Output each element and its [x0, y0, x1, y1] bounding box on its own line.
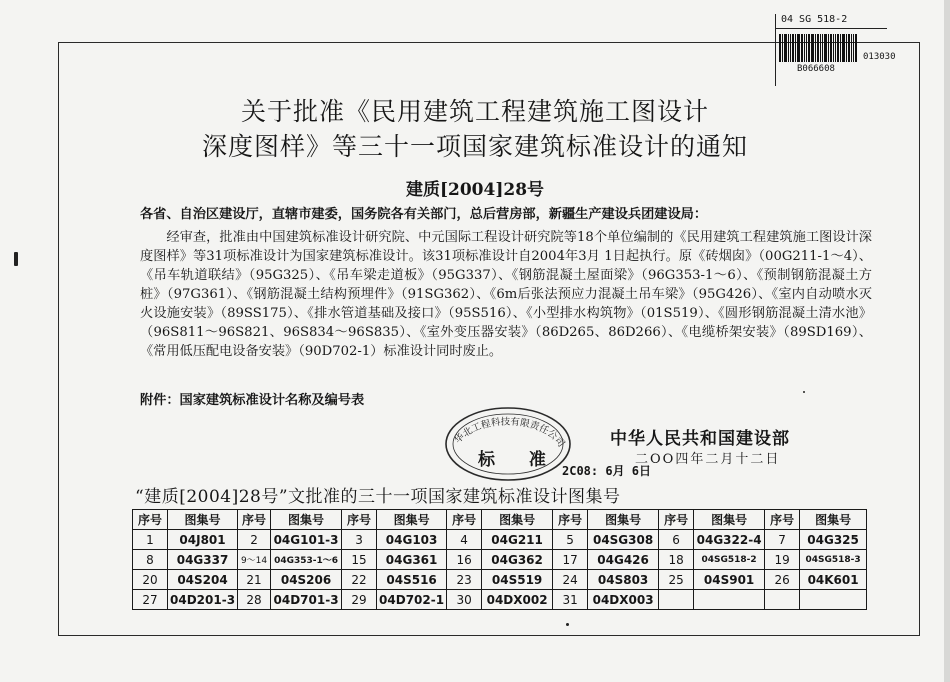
atlas-code-cell: 04D701-3 — [271, 590, 342, 610]
empty-cell — [800, 590, 867, 610]
atlas-code-cell: 04G337 — [168, 550, 238, 570]
seal-center-text: 标 准 — [478, 450, 560, 470]
notice-title-line-1: 关于批准《民用建筑工程建筑施工图设计 — [240, 97, 709, 126]
header-serial: 序号 — [553, 510, 588, 530]
barcode-bar — [853, 34, 854, 62]
barcode-bar — [795, 34, 796, 62]
barcode-bar — [790, 34, 791, 62]
atlas-code-cell: 04G101-3 — [271, 530, 342, 550]
atlas-code-cell: 04G353-1～6 — [271, 550, 342, 570]
barcode-bar — [788, 34, 789, 62]
atlas-code-cell: 04G211 — [482, 530, 553, 550]
barcode-bar — [784, 34, 787, 62]
barcode-bar — [820, 34, 821, 62]
barcode-bar — [855, 34, 857, 62]
barcode-bar — [824, 34, 827, 62]
barcode-bar — [848, 34, 850, 62]
serial-cell: 31 — [553, 590, 588, 610]
serial-cell: 4 — [447, 530, 482, 550]
header-atlas: 图集号 — [588, 510, 659, 530]
barcode-bar — [840, 34, 841, 62]
serial-cell: 9～14 — [238, 550, 271, 570]
document-number: 建质[2004]28号 — [405, 180, 545, 200]
serial-cell: 3 — [342, 530, 377, 550]
stamp-id: B066608 — [797, 64, 835, 74]
serial-cell: 19 — [765, 550, 800, 570]
barcode-bar — [822, 34, 823, 62]
atlas-code-cell: 04G361 — [377, 550, 447, 570]
header-serial: 序号 — [238, 510, 271, 530]
seal-arc-text: 华北工程科技有限责任公司 — [452, 416, 567, 450]
catalog-stamp — [775, 12, 910, 74]
barcode-bar — [779, 34, 781, 62]
body-paragraph: 经审查，批准由中国建筑标准设计研究院、中元国际工程设计研究院等18个单位编制的《民用建筑工程建筑施工图设计深度图样》等31项标准设计为国家建筑标准设计。该31项标准设计自2004年3月 1日起执行。原《砖烟囱》（00G211-1～4）、《吊车轨道联结》（95G325）、《吊车梁走道板》（95G337）、《钢筋混凝土屋面梁》（96G353-1～6）、《预制钢筋混凝土方桩》（97G361）、《钢筋混凝土结构预埋件》（91SG362）、《6m后张法预应力混凝土吊车梁》（95G426）、《室内自动喷水灭火设施安装》（89SS175）、《排水管道基础及接口》（95S516）、《小型排水构筑物》（01S519）、《圆形钢筋混凝土清水池》（96S811～96S821、96S834～96S835）、《室外变压器安装》（86D265、86D266）、《电缆桥架安装》（89SD169）、《常用低压配电设备安装》（90D702-1）标准设计同时废止。 — [140, 230, 872, 359]
empty-cell — [694, 590, 765, 610]
table-row — [133, 590, 867, 610]
barcode-bar — [782, 34, 783, 62]
official-seal-icon — [442, 404, 576, 484]
serial-cell: 6 — [659, 530, 694, 550]
barcode-bar — [804, 34, 805, 62]
stamp-divider — [775, 28, 887, 29]
barcode-bar — [851, 34, 852, 62]
stamp-code: 04 SG 518-2 — [781, 14, 848, 25]
attachment-line: 附件：国家建筑标准设计名称及编号表 — [140, 393, 365, 408]
atlas-code-cell: 04G325 — [800, 530, 867, 550]
barcode-bar — [797, 34, 800, 62]
atlas-code-cell: 04J801 — [168, 530, 238, 550]
atlas-code-cell: 04G322-4 — [694, 530, 765, 550]
atlas-code-cell: 04G362 — [482, 550, 553, 570]
table-header-row — [133, 510, 867, 530]
barcode-bar — [808, 34, 810, 62]
stamp-left-rule — [775, 14, 776, 86]
atlas-number-table — [132, 509, 867, 610]
serial-cell: 7 — [765, 530, 800, 550]
list-title: “建质[2004]28号”文批准的三十一项国家建筑标准设计图集号 — [135, 487, 621, 507]
barcode-bar — [846, 34, 847, 62]
header-serial: 序号 — [447, 510, 482, 530]
scan-mark — [14, 252, 18, 266]
serial-cell: 24 — [553, 570, 588, 590]
header-serial: 序号 — [659, 510, 694, 530]
header-serial: 序号 — [342, 510, 377, 530]
serial-cell: 20 — [133, 570, 168, 590]
atlas-code-cell: 04SG518-2 — [694, 550, 765, 570]
barcode-bar — [815, 34, 816, 62]
atlas-code-cell: 04S519 — [482, 570, 553, 590]
greeting: 各省、自治区建设厅，直辖市建委，国务院各有关部门，总后营房部，新疆生产建设兵团建设局： — [140, 207, 708, 222]
atlas-code-cell: 04S516 — [377, 570, 447, 590]
atlas-code-cell: 04G426 — [588, 550, 659, 570]
atlas-code-cell: 04SG308 — [588, 530, 659, 550]
serial-cell: 15 — [342, 550, 377, 570]
received-date-stamp: 2C08: 6月 6日 — [562, 464, 652, 478]
serial-cell: 29 — [342, 590, 377, 610]
serial-cell: 2 — [238, 530, 271, 550]
serial-cell: 16 — [447, 550, 482, 570]
barcode-bar — [837, 34, 839, 62]
table-row — [133, 550, 867, 570]
serial-cell: 17 — [553, 550, 588, 570]
issuing-authority: 中华人民共和国建设部 — [610, 429, 790, 449]
atlas-code-cell: 04S803 — [588, 570, 659, 590]
header-atlas: 图集号 — [168, 510, 238, 530]
atlas-code-cell: 04S206 — [271, 570, 342, 590]
serial-cell: 30 — [447, 590, 482, 610]
serial-cell: 18 — [659, 550, 694, 570]
atlas-code-cell: 04SG518-3 — [800, 550, 867, 570]
issue-date: 二OO四年二月十二日 — [635, 452, 781, 467]
header-serial: 序号 — [133, 510, 168, 530]
atlas-code-cell: 04S204 — [168, 570, 238, 590]
serial-cell: 25 — [659, 570, 694, 590]
empty-cell — [659, 590, 694, 610]
scan-speck — [566, 623, 569, 626]
barcode-bar — [835, 34, 836, 62]
header-atlas: 图集号 — [694, 510, 765, 530]
table-row — [133, 570, 867, 590]
barcode-bar — [828, 34, 829, 62]
barcode-icon — [779, 34, 861, 62]
header-atlas: 图集号 — [482, 510, 553, 530]
header-serial: 序号 — [765, 510, 800, 530]
barcode-bar — [830, 34, 832, 62]
barcode-bar — [792, 34, 794, 62]
serial-cell: 1 — [133, 530, 168, 550]
barcode-bar — [842, 34, 845, 62]
serial-cell: 8 — [133, 550, 168, 570]
header-atlas: 图集号 — [377, 510, 447, 530]
notice-title-line-2: 深度图样》等三十一项国家建筑标准设计的通知 — [201, 132, 748, 161]
barcode-bar — [806, 34, 807, 62]
atlas-code-cell: 04D702-1 — [377, 590, 447, 610]
table-row — [133, 530, 867, 550]
atlas-code-cell: 04S901 — [694, 570, 765, 590]
serial-cell: 22 — [342, 570, 377, 590]
header-atlas: 图集号 — [800, 510, 867, 530]
empty-cell — [765, 590, 800, 610]
barcode-bar — [811, 34, 814, 62]
serial-cell: 28 — [238, 590, 271, 610]
serial-cell: 23 — [447, 570, 482, 590]
page-edge — [944, 0, 950, 682]
atlas-code-cell: 04DX002 — [482, 590, 553, 610]
atlas-code-cell: 04G103 — [377, 530, 447, 550]
serial-cell: 5 — [553, 530, 588, 550]
atlas-code-cell: 04DX003 — [588, 590, 659, 610]
scan-speck — [803, 391, 805, 393]
barcode-bar — [833, 34, 834, 62]
stamp-number: 013030 — [863, 52, 896, 62]
header-atlas: 图集号 — [271, 510, 342, 530]
atlas-code-cell: 04D201-3 — [168, 590, 238, 610]
barcode-bar — [801, 34, 803, 62]
serial-cell: 27 — [133, 590, 168, 610]
atlas-code-cell: 04K601 — [800, 570, 867, 590]
serial-cell: 21 — [238, 570, 271, 590]
barcode-bar — [817, 34, 819, 62]
serial-cell: 26 — [765, 570, 800, 590]
